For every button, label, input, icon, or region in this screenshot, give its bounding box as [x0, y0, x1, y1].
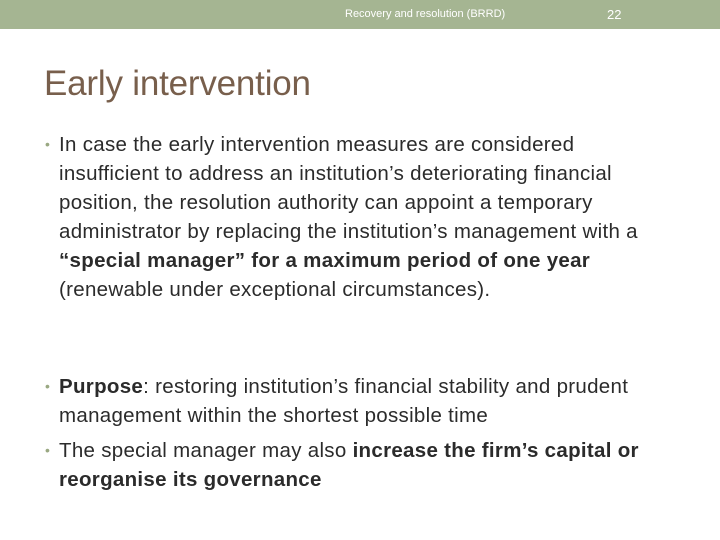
bullet-item-1	[45, 130, 679, 304]
header-bar	[0, 0, 720, 29]
bullet-3-bold-1: increase the firm’s capital or reorganise its governance	[59, 439, 639, 491]
bullet-icon: •	[45, 136, 51, 152]
bullet-icon: •	[45, 442, 51, 458]
bullet-1-text-2: (renewable under exceptional circumstances).	[59, 278, 491, 301]
bullet-2-text-1: : restoring institution’s financial stability and prudent management within the shortest possible time	[59, 375, 629, 427]
slide-title: Early intervention	[44, 64, 311, 103]
bullet-2-bold-1: Purpose	[59, 375, 144, 398]
bullet-1-text-1: In case the early intervention measures are considered insufficient to address an institution’s deteriorating financial position, the resolution authority can appoint a temporary administrator by replacing the institution’s management with a	[59, 133, 638, 243]
header-title: Recovery and resolution (BRRD)	[345, 8, 506, 20]
bullet-item-3	[45, 436, 679, 494]
bullet-item-2	[45, 372, 679, 430]
bullet-1-bold-1: “special manager” for a maximum period of one year	[59, 249, 591, 272]
bullet-3-text-1: The special manager may also	[59, 439, 353, 462]
bullet-icon: •	[45, 378, 51, 394]
slide-number: 22	[607, 7, 622, 22]
